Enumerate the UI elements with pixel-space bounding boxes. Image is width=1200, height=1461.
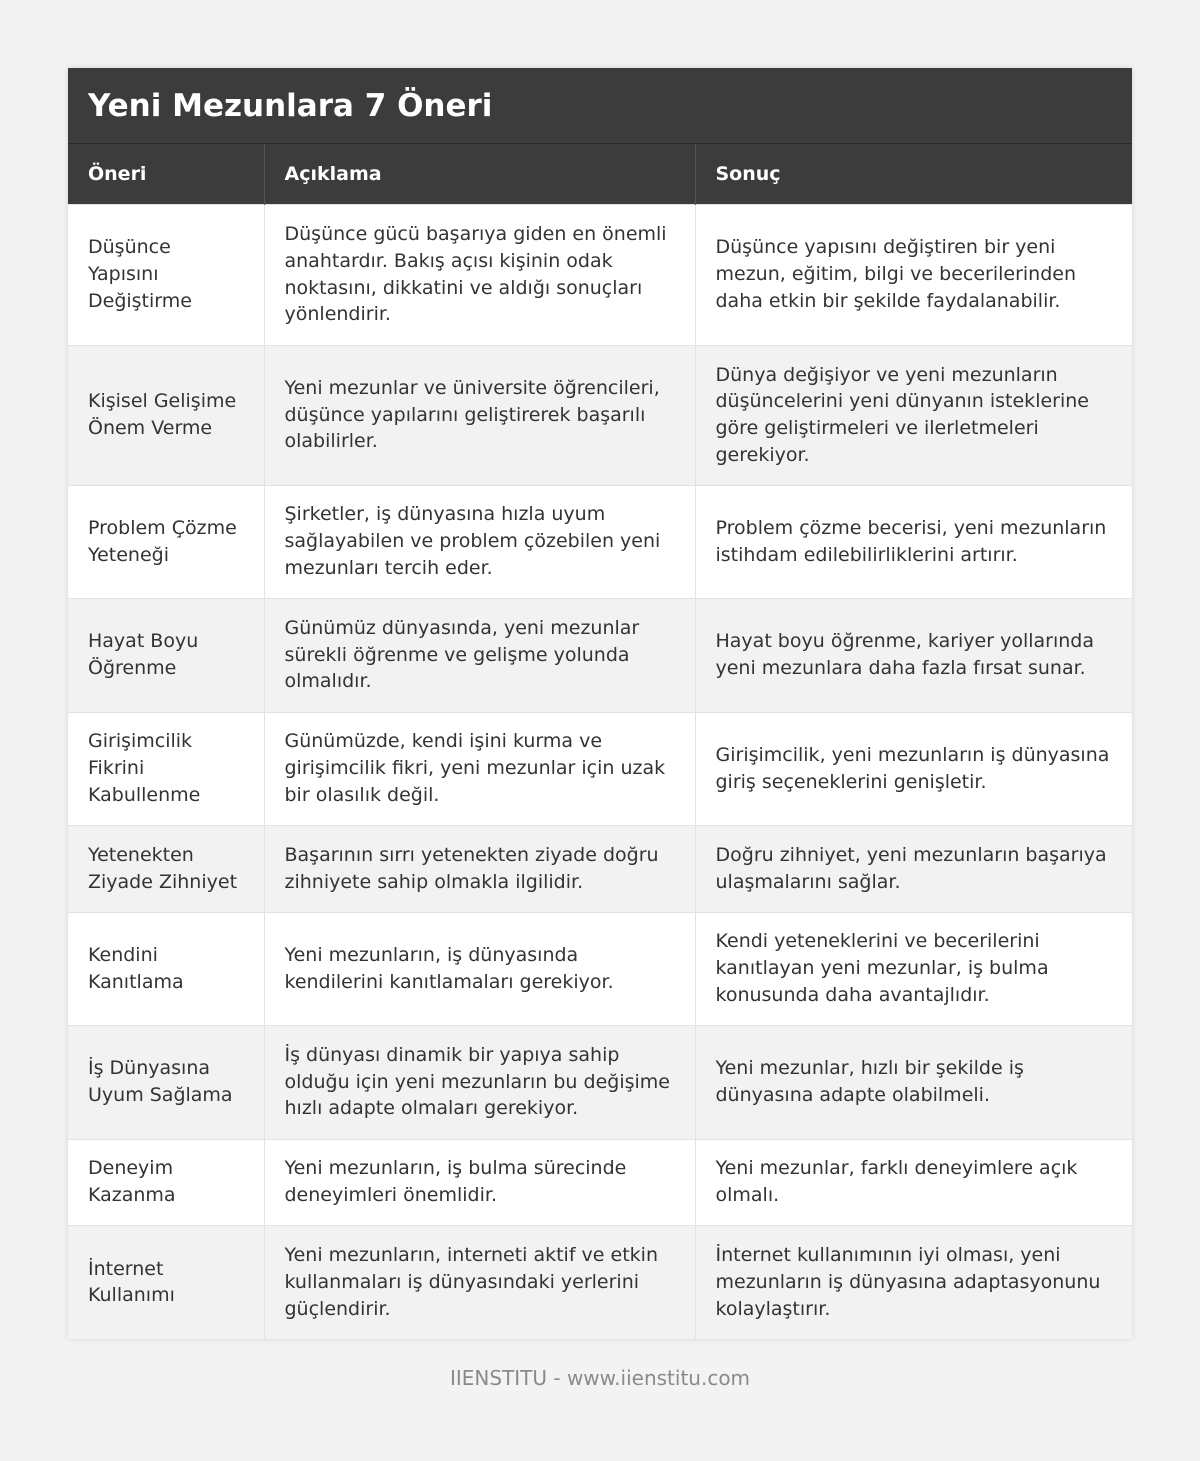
cell-aciklama: Yeni mezunların, iş bulma sürecinde deneyimleri önemlidir. bbox=[264, 1139, 695, 1225]
cell-oneri: İş Dünyasına Uyum Sağlama bbox=[68, 1025, 264, 1139]
cell-oneri: Kendini Kanıtlama bbox=[68, 912, 264, 1025]
table-row bbox=[68, 204, 1132, 345]
cell-aciklama: Yeni mezunların, interneti aktif ve etkin kullanmaları iş dünyasındaki yerlerini güçlendirir. bbox=[264, 1225, 695, 1339]
table-row bbox=[68, 1139, 1132, 1225]
cell-sonuc: Düşünce yapısını değiştiren bir yeni mezun, eğitim, bilgi ve becerilerinden daha etkin bir şekilde faydalanabilir. bbox=[695, 204, 1132, 345]
cell-aciklama: İş dünyası dinamik bir yapıya sahip olduğu için yeni mezunların bu değişime hızlı adapte olmaları gerekiyor. bbox=[264, 1025, 695, 1139]
cell-oneri: Düşünce Yapısını Değiştirme bbox=[68, 204, 264, 345]
cell-sonuc: Problem çözme becerisi, yeni mezunların istihdam edilebilirliklerini artırır. bbox=[695, 485, 1132, 598]
cell-aciklama: Günümüzde, kendi işini kurma ve girişimcilik fikri, yeni mezunlar için uzak bir olasılık değil. bbox=[264, 712, 695, 825]
cell-sonuc: Yeni mezunlar, hızlı bir şekilde iş dünyasına adapte olabilmeli. bbox=[695, 1025, 1132, 1139]
cell-sonuc: Dünya değişiyor ve yeni mezunların düşüncelerini yeni dünyanın isteklerine göre geliştirmeleri ve ilerletmeleri gerekiyor. bbox=[695, 345, 1132, 485]
cell-aciklama: Günümüz dünyasında, yeni mezunlar sürekli öğrenme ve gelişme yolunda olmalıdır. bbox=[264, 598, 695, 712]
table-row bbox=[68, 345, 1132, 485]
cell-oneri: Deneyim Kazanma bbox=[68, 1139, 264, 1225]
cell-oneri: Problem Çözme Yeteneği bbox=[68, 485, 264, 598]
cell-aciklama: Başarının sırrı yetenekten ziyade doğru zihniyete sahip olmakla ilgilidir. bbox=[264, 825, 695, 912]
column-header-oneri: Öneri bbox=[68, 144, 264, 204]
cell-aciklama: Yeni mezunların, iş dünyasında kendilerini kanıtlamaları gerekiyor. bbox=[264, 912, 695, 1025]
cell-oneri: Kişisel Gelişime Önem Verme bbox=[68, 345, 264, 485]
cell-oneri: Yetenekten Ziyade Zihniyet bbox=[68, 825, 264, 912]
cell-sonuc: Doğru zihniyet, yeni mezunların başarıya ulaşmalarını sağlar. bbox=[695, 825, 1132, 912]
cell-sonuc: Yeni mezunlar, farklı deneyimlere açık olmalı. bbox=[695, 1139, 1132, 1225]
column-header-sonuc: Sonuç bbox=[695, 144, 1132, 204]
cell-aciklama: Düşünce gücü başarıya giden en önemli anahtardır. Bakış açısı kişinin odak noktasını, dikkatini ve aldığı sonuçları yönlendirir. bbox=[264, 204, 695, 345]
recommendations-table bbox=[68, 144, 1132, 1339]
table-header-row bbox=[68, 144, 1132, 204]
cell-aciklama: Şirketler, iş dünyasına hızla uyum sağlayabilen ve problem çözebilen yeni mezunları tercih eder. bbox=[264, 485, 695, 598]
table-row bbox=[68, 712, 1132, 825]
table-row bbox=[68, 1225, 1132, 1339]
footer-source: IIENSTITU - www.iienstitu.com bbox=[449, 1366, 751, 1390]
cell-sonuc: Kendi yeteneklerini ve becerilerini kanıtlayan yeni mezunlar, iş bulma konusunda daha avantajlıdır. bbox=[695, 912, 1132, 1025]
table-row bbox=[68, 912, 1132, 1025]
cell-sonuc: Girişimcilik, yeni mezunların iş dünyasına giriş seçeneklerini genişletir. bbox=[695, 712, 1132, 825]
table-row bbox=[68, 598, 1132, 712]
cell-oneri: Girişimcilik Fikrini Kabullenme bbox=[68, 712, 264, 825]
table-card bbox=[68, 68, 1132, 1339]
table-row bbox=[68, 1025, 1132, 1139]
page-title: Yeni Mezunlara 7 Öneri bbox=[68, 68, 1132, 144]
cell-sonuc: Hayat boyu öğrenme, kariyer yollarında yeni mezunlara daha fazla fırsat sunar. bbox=[695, 598, 1132, 712]
cell-oneri: İnternet Kullanımı bbox=[68, 1225, 264, 1339]
column-header-aciklama: Açıklama bbox=[264, 144, 695, 204]
cell-sonuc: İnternet kullanımının iyi olması, yeni mezunların iş dünyasına adaptasyonunu kolaylaştırır. bbox=[695, 1225, 1132, 1339]
table-row bbox=[68, 825, 1132, 912]
cell-aciklama: Yeni mezunlar ve üniversite öğrencileri, düşünce yapılarını geliştirerek başarılı olabilirler. bbox=[264, 345, 695, 485]
cell-oneri: Hayat Boyu Öğrenme bbox=[68, 598, 264, 712]
table-row bbox=[68, 485, 1132, 598]
